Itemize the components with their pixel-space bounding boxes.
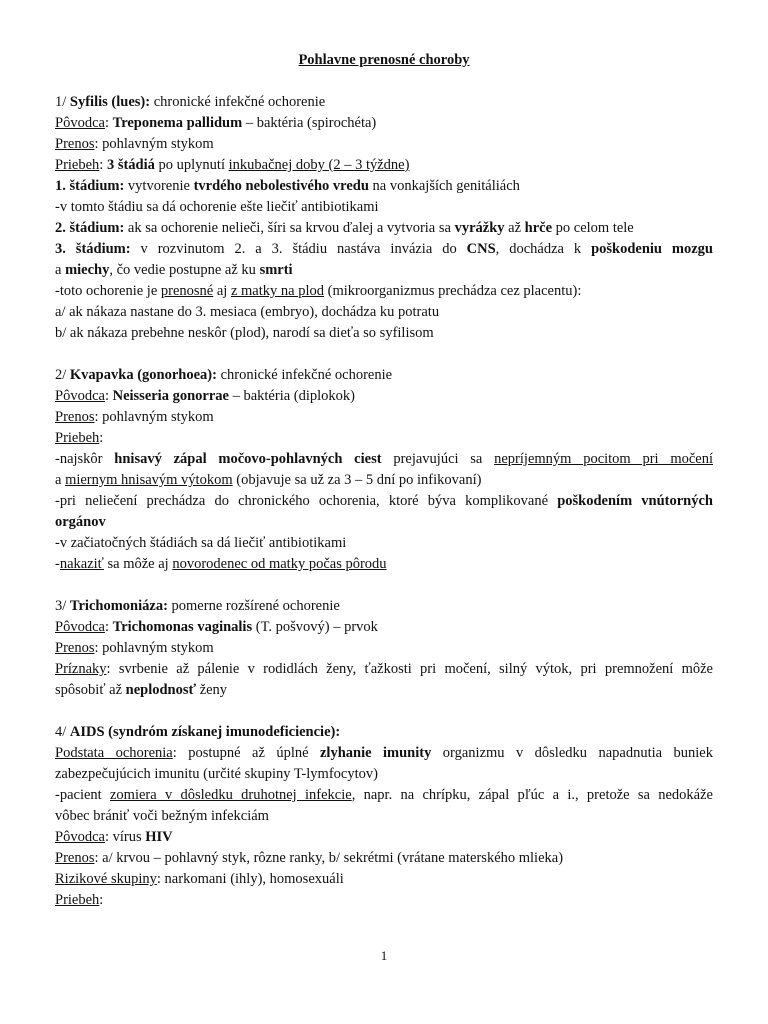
text-line	[55, 555, 713, 573]
text-segment: :	[99, 430, 104, 446]
text-segment: inkubačnej doby (2 – 3 týždne)	[228, 157, 410, 173]
text-line	[55, 156, 713, 174]
text-segment: Priebeh	[55, 430, 100, 446]
text-segment: b/ ak nákaza prebehne neskôr (plod), narodí sa dieťa so syfilisom	[55, 325, 434, 341]
text-segment: 2. štádium:	[55, 220, 125, 236]
text-segment: tvrdého nebolestivého vredu	[193, 178, 369, 194]
text-segment: : pohlavným stykom	[94, 136, 214, 152]
text-segment: Trichomoniáza:	[69, 598, 168, 614]
text-line	[55, 282, 713, 300]
text-line	[55, 408, 713, 426]
text-segment: (mikroorganizmus prechádza cez placentu):	[323, 283, 582, 299]
text-segment: : narkomani (ihly), homosexuáli	[156, 871, 344, 887]
text-segment: ženy	[196, 682, 228, 698]
text-segment: -pri neliečení prechádza do chronického ochorenia, ktoré býva komplikované	[55, 493, 558, 509]
text-segment: -pacient	[55, 787, 110, 803]
text-segment: 3. štádium:	[55, 241, 131, 257]
text-segment: a	[55, 262, 66, 278]
text-line	[55, 303, 713, 321]
text-segment: Prenos	[55, 409, 95, 425]
text-segment: Pôvodca	[55, 619, 105, 635]
text-segment: ak sa ochorenie nelieči, šíri sa krvou ďalej a vytvoria sa	[124, 220, 455, 236]
text-segment: spôsobiť až	[55, 682, 126, 698]
text-segment: : pohlavným stykom	[94, 640, 214, 656]
text-line	[55, 660, 713, 678]
text-segment: poškodením vnútorných	[557, 493, 713, 509]
text-segment: 4/	[55, 724, 70, 740]
text-segment: 2/	[55, 367, 70, 383]
text-segment: Prenos	[55, 136, 95, 152]
text-segment: -toto ochorenie je	[55, 283, 161, 299]
text-segment: v rozvinutom 2. a 3. štádiu nastáva invázia do	[130, 241, 467, 257]
text-line	[55, 765, 713, 783]
text-line	[55, 870, 713, 888]
text-segment: zomiera v dôsledku druhotnej infekcie	[109, 787, 352, 803]
text-segment: , napr. na chrípku, zápal pľúc a i., pretože sa nedokáže	[351, 787, 713, 803]
text-segment: po celom tele	[552, 220, 634, 236]
text-segment: z matky na plod	[230, 283, 324, 299]
text-segment: : postupné až úplné	[172, 745, 320, 761]
text-segment: miechy	[65, 262, 110, 278]
text-line	[55, 219, 713, 237]
text-segment: 3/	[55, 598, 70, 614]
text-segment: organizmu v dôsledku napadnutia buniek	[431, 745, 713, 761]
text-line	[55, 429, 713, 447]
text-segment: Pôvodca	[55, 829, 105, 845]
text-segment: , dochádza k	[495, 241, 592, 257]
text-line	[55, 891, 713, 909]
text-segment: Treponema pallidum	[112, 115, 243, 131]
text-line	[55, 534, 713, 552]
text-segment: orgánov	[55, 514, 106, 530]
text-segment: Priebeh	[55, 892, 100, 908]
text-segment: HIV	[145, 829, 173, 845]
text-segment: -najskôr	[55, 451, 115, 467]
text-segment: hnisavý zápal močovo-pohlavných ciest	[114, 451, 382, 467]
text-line	[55, 639, 713, 657]
text-line	[55, 597, 713, 615]
text-segment: neplodnosť	[125, 682, 197, 698]
text-line	[55, 513, 713, 531]
text-segment: :	[99, 157, 107, 173]
text-segment: : a/ krvou – pohlavný styk, rôzne ranky, b/ sekrétmi (vrátane materského mlieka)	[94, 850, 564, 866]
text-segment: : pohlavným stykom	[94, 409, 214, 425]
text-segment: poškodeniu mozgu	[591, 241, 713, 257]
text-segment: sa môže aj	[103, 556, 173, 572]
text-line	[55, 261, 713, 279]
text-segment: 1. štádium:	[55, 178, 125, 194]
text-segment: prenosné	[160, 283, 214, 299]
page-title: Pohlavne prenosné choroby	[298, 52, 470, 68]
text-segment: 3 štádiá	[106, 157, 155, 173]
text-segment: :	[104, 115, 113, 131]
text-line	[55, 618, 713, 636]
text-line	[55, 450, 713, 468]
text-segment: :	[99, 892, 104, 908]
text-segment: až	[504, 220, 525, 236]
text-line	[55, 387, 713, 405]
text-line	[55, 135, 713, 153]
text-segment: Príznaky	[55, 661, 107, 677]
text-line	[55, 198, 713, 216]
text-segment: hrče	[524, 220, 553, 236]
text-line	[55, 828, 713, 846]
text-segment: aj	[213, 283, 231, 299]
text-segment: : vírus	[104, 829, 146, 845]
text-segment: novorodenec od matky počas pôrodu	[172, 556, 387, 572]
text-segment: (objavuje sa už za 3 – 5 dní po infikovaní)	[232, 472, 482, 488]
text-segment: a	[55, 472, 66, 488]
text-segment: :	[104, 388, 113, 404]
text-segment: Syfilis (lues):	[69, 94, 151, 110]
text-line	[55, 744, 713, 762]
text-segment: pomerne rozšírené ochorenie	[167, 598, 340, 614]
text-segment: -v tomto štádiu sa dá ochorenie ešte liečiť antibiotikami	[55, 199, 379, 215]
text-segment: chronické infekčné ochorenie	[216, 367, 393, 383]
text-segment: zabezpečujúcich imunitu (určité skupiny T-lymfocytov)	[55, 766, 378, 782]
text-line	[55, 177, 713, 195]
text-segment: chronické infekčné ochorenie	[150, 94, 326, 110]
text-segment: po uplynutí	[154, 157, 229, 173]
text-segment: : svrbenie až pálenie v rodidlách ženy, ťažkosti pri močení, silný výtok, pri premnožení môže	[106, 661, 713, 677]
text-segment: 1/	[55, 94, 70, 110]
text-segment: na vonkajších genitáliách	[368, 178, 520, 194]
text-line	[55, 366, 713, 384]
text-line	[55, 786, 713, 804]
text-segment: (T. pošvový) – prvok	[252, 619, 378, 635]
text-line	[55, 849, 713, 867]
text-line	[55, 240, 713, 258]
text-segment: nepríjemným pocitom pri močení	[494, 451, 714, 467]
text-line	[55, 114, 713, 132]
text-segment: vytvorenie	[124, 178, 194, 194]
text-segment: – baktéria (spirochéta)	[242, 115, 377, 131]
text-segment: Pôvodca	[55, 388, 105, 404]
text-segment: :	[104, 619, 113, 635]
text-line	[55, 681, 713, 699]
text-segment: Priebeh	[55, 157, 100, 173]
text-segment: Pôvodca	[55, 115, 105, 131]
text-line	[55, 807, 713, 825]
text-segment: zlyhanie imunity	[320, 745, 432, 761]
text-segment: Kvapavka (gonorhoea):	[69, 367, 217, 383]
text-segment: a/ ak nákaza nastane do 3. mesiaca (embryo), dochádza ku potratu	[55, 304, 440, 320]
text-line	[55, 93, 713, 111]
text-line	[55, 324, 713, 342]
text-segment: vyrážky	[454, 220, 505, 236]
text-segment: AIDS (syndróm získanej imunodeficiencie):	[69, 724, 341, 740]
text-segment: prejavujúci sa	[381, 451, 495, 467]
text-segment: -	[55, 556, 60, 572]
text-segment: Prenos	[55, 850, 95, 866]
page-number: 1	[380, 948, 388, 963]
text-segment: Podstata ochorenia	[55, 745, 173, 761]
text-segment: -v začiatočných štádiách sa dá liečiť antibiotikami	[55, 535, 347, 551]
text-segment: smrti	[259, 262, 293, 278]
text-segment: , čo vedie postupne až ku	[109, 262, 260, 278]
text-segment: Neisseria gonorrae	[112, 388, 229, 404]
text-segment: miernym hnisavým výtokom	[65, 472, 233, 488]
text-segment: vôbec brániť voči bežným infekciám	[55, 808, 269, 824]
text-segment: nakaziť	[59, 556, 104, 572]
text-segment: Prenos	[55, 640, 95, 656]
text-segment: CNS	[466, 241, 496, 257]
text-segment: – baktéria (diplokok)	[228, 388, 356, 404]
text-line	[55, 471, 713, 489]
text-segment: Trichomonas vaginalis	[112, 619, 253, 635]
text-line	[55, 723, 713, 741]
text-line	[55, 492, 713, 510]
text-segment: Rizikové skupiny	[55, 871, 157, 887]
